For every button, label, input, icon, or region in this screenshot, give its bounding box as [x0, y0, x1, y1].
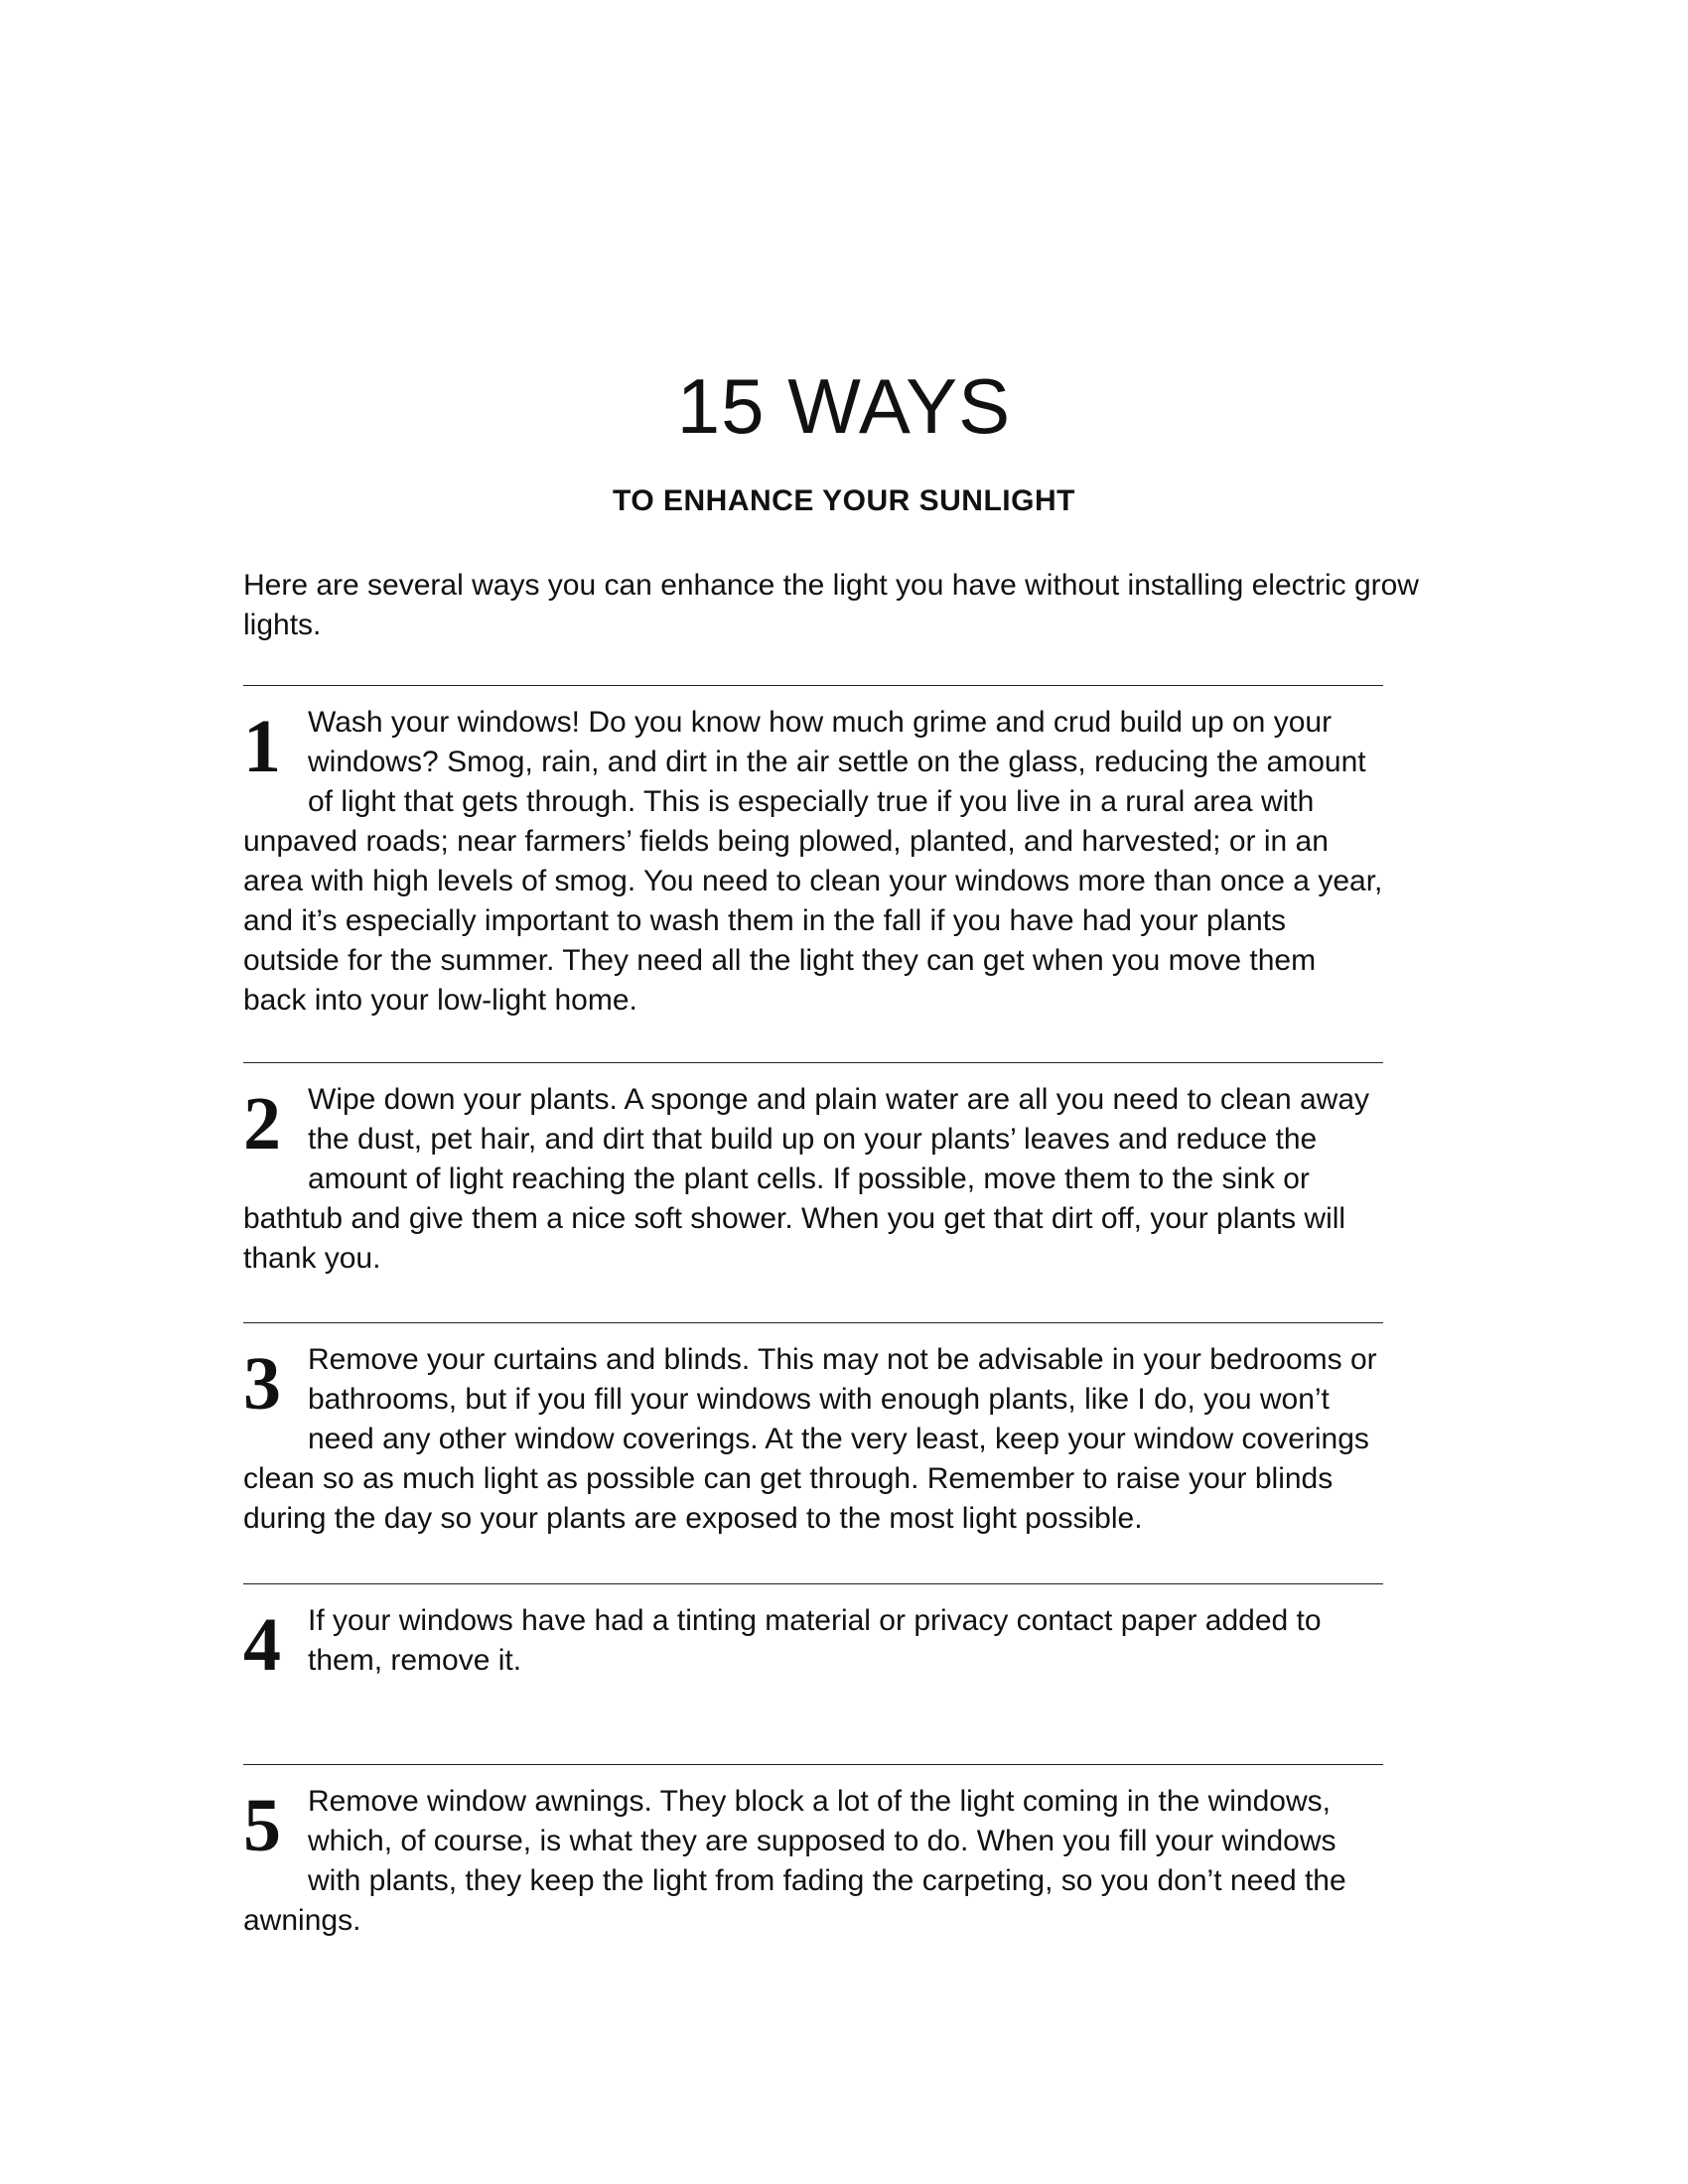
item-number: 5 — [243, 1784, 281, 1867]
item-number: 4 — [243, 1603, 281, 1687]
intro-paragraph: Here are several ways you can enhance the light you have without installing electric grow lights. — [243, 569, 1419, 641]
page-subtitle: TO ENHANCE YOUR SUNLIGHT — [613, 484, 1075, 517]
item-text: Remove window awnings. They block a lot of the light coming in the windows, which, of course, is what they are supposed to do. When you fill your windows with plants, they keep the light from fading the carpeting, so you don’t need the awnings. — [243, 1785, 1346, 1937]
divider-rule — [243, 685, 1383, 686]
item-text: Remove your curtains and blinds. This may not be advisable in your bedrooms or bathrooms, but if you fill your windows with enough plants, like I do, you won’t need any other window coverings. At the very least, keep your window coverings clean so as much light as possible can get through. Remember to raise your blinds during the day so your plants are exposed to the most light possible. — [243, 1343, 1377, 1535]
divider-rule — [243, 1322, 1383, 1323]
divider-rule — [243, 1764, 1383, 1765]
page-title: 15 WAYS — [676, 362, 1012, 450]
item-text: Wipe down your plants. A sponge and plain water are all you need to clean away the dust, pet hair, and dirt that build up on your plants’ leaves and reduce the amount of light reaching the plant cells. If possible, move them to the sink or bathtub and give them a nice soft shower. When you get that dirt off, your plants will thank you. — [243, 1083, 1370, 1275]
item-text: Wash your windows! Do you know how much grime and crud build up on your windows? Smog, rain, and dirt in the air settle on the glass, reducing the amount of light that gets through. This is especially true if you live in a rural area with unpaved roads; near farmers’ fields being plowed, planted, and harvested; or in an area with high levels of smog. You need to clean your windows more than once a year, and it’s especially important to wash them in the fall if you have had your plants outside for the summer. They need all the light they can get when you move them back into your low-light home. — [243, 706, 1383, 1017]
item-number: 1 — [243, 705, 281, 788]
item-text: If your windows have had a tinting material or privacy contact paper added to them, remove it. — [308, 1604, 1322, 1677]
list-item-3 — [243, 1340, 1383, 1539]
list-item-1 — [243, 703, 1383, 1021]
divider-rule — [243, 1062, 1383, 1063]
list-item-4 — [243, 1601, 1383, 1691]
item-number: 3 — [243, 1342, 281, 1426]
item-number: 2 — [243, 1082, 281, 1165]
list-item-2 — [243, 1080, 1383, 1279]
divider-rule — [243, 1583, 1383, 1584]
list-item-5 — [243, 1782, 1383, 1941]
